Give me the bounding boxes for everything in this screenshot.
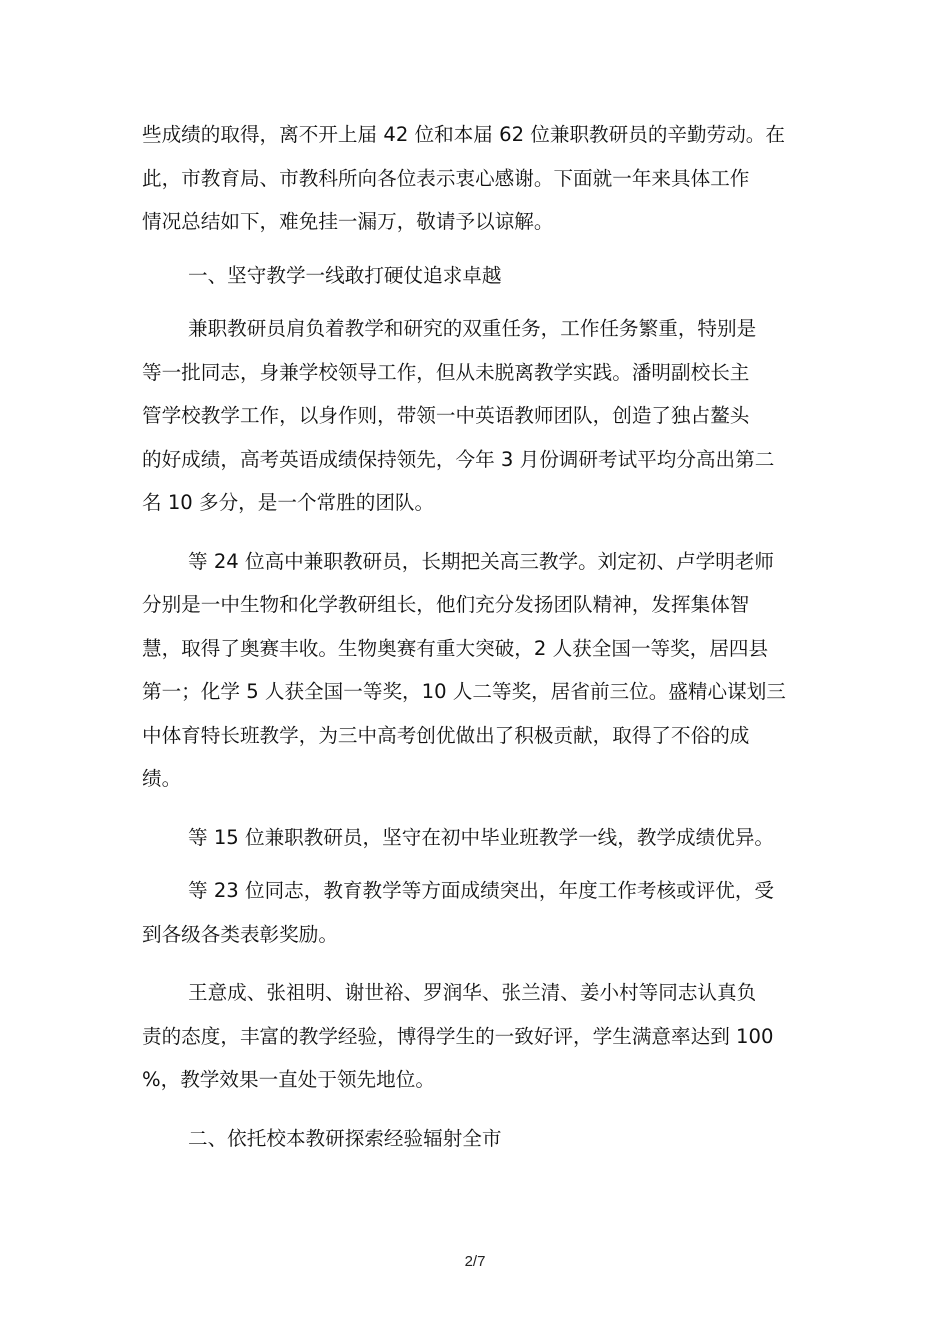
heading-text: 一、坚守教学一线敢打硬仗追求卓越 xyxy=(188,263,502,287)
paragraph-part-time-researchers xyxy=(142,307,814,525)
text-line: 等 23 位同志，教育教学等方面成绩突出，年度工作考核或评优，受 xyxy=(188,879,775,902)
paragraph-high-school xyxy=(142,540,814,801)
text-line: 慧，取得了奥赛丰收。生物奥赛有重大突破，2 人获全国一等奖，居四县 xyxy=(142,636,769,660)
heading-text: 二、依托校本教研探索经验辐射全市 xyxy=(188,1126,502,1150)
text-line: 的好成绩，高考英语成绩保持领先，今年 3 月份调研考试平均分高出第二 xyxy=(142,447,775,471)
text-line: 名 10 多分，是一个常胜的团队。 xyxy=(142,491,435,514)
text-line: 等一批同志，身兼学校领导工作，但从未脱离教学实践。潘明副校长主 xyxy=(142,360,750,384)
text-line: 绩。 xyxy=(142,767,182,790)
text-line: 分别是一中生物和化学教研组长，他们充分发扬团队精神，发挥集体智 xyxy=(142,593,750,616)
section-heading-2 xyxy=(142,1117,814,1161)
paragraph-teachers xyxy=(142,971,814,1102)
text-line: 中体育特长班教学，为三中高考创优做出了积极贡献，取得了不俗的成 xyxy=(142,723,750,747)
text-line: 责的态度，丰富的教学经验，博得学生的一致好评，学生满意率达到 100 xyxy=(142,1024,774,1048)
text-line: 些成绩的取得，离不开上届 42 位和本届 62 位兼职教研员的辛勤劳动。在 xyxy=(142,123,785,146)
document-body xyxy=(142,113,814,1160)
paragraph-awards xyxy=(142,869,814,956)
text-line: 此，市教育局、市教科所向各位表示衷心感谢。下面就一年来具体工作 xyxy=(142,166,750,190)
text-line: 王意成、张祖明、谢世裕、罗润华、张兰清、姜小村等同志认真负 xyxy=(188,981,757,1004)
paragraph-intro-continued xyxy=(142,113,814,244)
text-line: 管学校教学工作，以身作则，带领一中英语教师团队，创造了独占鳌头 xyxy=(142,404,750,427)
text-line: 等 15 位兼职教研员，坚守在初中毕业班教学一线，教学成绩优异。 xyxy=(188,825,775,849)
text-line: 到各级各类表彰奖励。 xyxy=(142,922,338,946)
text-line: 兼职教研员肩负着教学和研究的双重任务，工作任务繁重，特别是 xyxy=(188,317,757,340)
section-heading-1 xyxy=(142,254,814,298)
text-line: 第一；化学 5 人获全国一等奖，10 人二等奖，居省前三位。盛精心谋划三 xyxy=(142,680,786,703)
text-line: 情况总结如下，难免挂一漏万，敬请予以谅解。 xyxy=(142,210,554,233)
paragraph-junior-high xyxy=(142,816,814,860)
text-line: %，教学效果一直处于领先地位。 xyxy=(142,1068,435,1091)
text-line: 等 24 位高中兼职教研员，长期把关高三教学。刘定初、卢学明老师 xyxy=(188,549,775,573)
page-number: 2/7 xyxy=(464,1253,486,1270)
